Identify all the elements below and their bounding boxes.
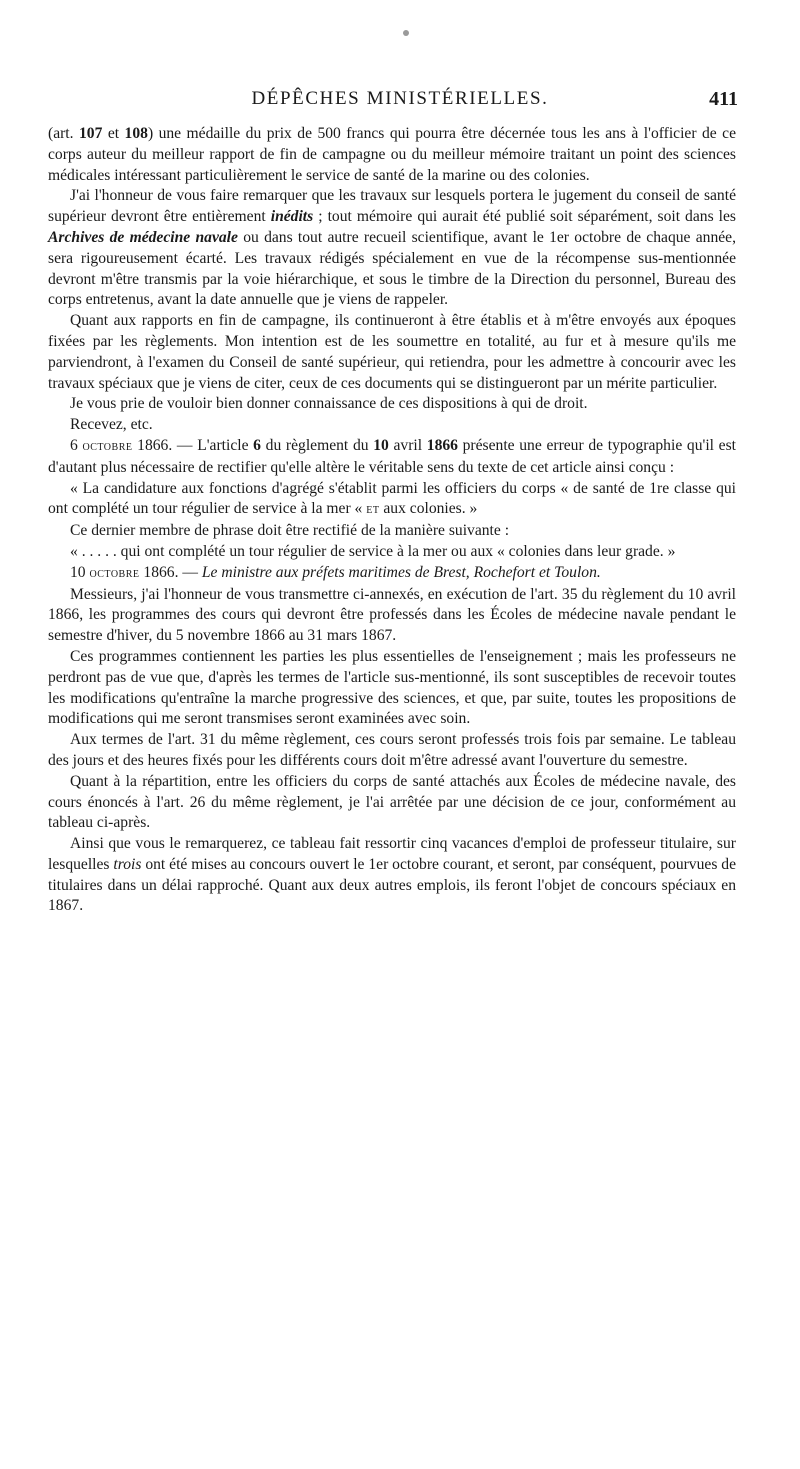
paragraph-dispositions: Je vous prie de vouloir bien donner connaissance de ces dispositions à qui de droit. xyxy=(70,395,588,413)
paragraph-closing: Recevez, etc. xyxy=(70,416,153,434)
page-number: 411 xyxy=(709,88,738,110)
paragraph-course-schedule: Aux termes de l'art. 31 du même règlement, ces cours seront professés trois fois par semaine. Le tableau des jours et des heures fixés pour les différents cours doit m'être adressé avant l'ouverture du semestre. xyxy=(48,731,736,769)
ink-dot xyxy=(403,30,409,36)
page-header xyxy=(0,88,800,112)
paragraph-programs: Messieurs, j'ai l'honneur de vous transmettre ci-annexés, en exécution de l'art. 35 du règlement du 10 avril 1866, les programmes des cours qui devront être professés dans les Écoles de médecine navale pendant le semestre d'hiver, du 5 novembre 1866 au 31 mars 1867. xyxy=(48,585,736,645)
paragraph-medal: (art. 107 et 108) une médaille du prix de 500 francs qui pourra être décernée tous les ans à l'officier de ce corps auteur du meilleur rapport de fin de campagne ou du meilleur mémoire traitant un point des sciences médicales intéressant particulièrement le service de santé de la marine ou des colonies. xyxy=(48,125,737,184)
paragraph-quote-original: « La candidature aux fonctions d'agrégé s'établit parmi les officiers du corps « de santé de 1re classe qui ont complété un tour régulier de service à la mer « et aux colonies. » xyxy=(48,479,736,518)
paragraph-program-contents: Ces programmes contiennent les parties les plus essentielles de l'enseignement ; mais les professeurs ne perdront pas de vue que, d'après les termes de l'article sus-mentionné, ils sont susceptibles de recevoir toutes les modifications qu'entraîne la marche progressive des sciences, et que, par suite, toutes les propositions de modifications qui me seront transmises seront examinées avec soin. xyxy=(48,647,736,728)
paragraph-vacancies: Ainsi que vous le remarquerez, ce tableau fait ressortir cinq vacances d'emploi de professeur titulaire, sur lesquelles trois ont été mises au concours ouvert le 1er octobre courant, et seront, par conséquent, pourvues de titulaires dans un délai rapproché. Quant aux deux autres emplois, ils feront l'objet de concours spéciaux en 1867. xyxy=(48,835,737,915)
running-title: DÉPÊCHES MINISTÉRIELLES. xyxy=(251,88,549,109)
paragraph-dispatch-6-october: 6 octobre 1866. — L'article 6 du règlement du 10 avril 1866 présente une erreur de typographie qu'il est d'autant plus nécessaire de rectifier qu'elle altère le véritable sens du texte de cet article ainsi conçu : xyxy=(48,436,736,476)
paragraph-course-distribution: Quant à la répartition, entre les officiers du corps de santé attachés aux Écoles de médecine navale, des cours énoncés à l'art. 26 du même règlement, je l'ai arrêtée par une décision de ce jour, conformément au tableau ci-après. xyxy=(48,772,736,832)
paragraph-quote-corrected: « . . . . . qui ont complété un tour régulier de service à la mer ou aux « colonies dans leur grade. » xyxy=(70,542,676,560)
paragraph-unpublished-works: J'ai l'honneur de vous faire remarquer que les travaux sur lesquels portera le jugement du conseil de santé supérieur devront être entièrement inédits ; tout mémoire qui aurait été publié soit séparément, soit dans les Archives de médecine navale ou dans tout autre recueil scientifique, avant le 1er octobre de chaque année, sera rigoureusement écarté. Les travaux rédigés spécialement en vue de la récompense sus-mentionnée devront m'être transmis par la voie hiérarchique, et sous le timbre de la Direction du personnel, Bureau des corps entretenus, avant la date annuelle que je viens de rappeler. xyxy=(48,187,736,309)
paragraph-campaign-reports: Quant aux rapports en fin de campagne, ils continueront à être établis et à m'être envoyés aux époques fixées par les règlements. Mon intention est de les soumettre en totalité, au fur et à mesure qu'ils me parviendront, à l'examen du Conseil de santé supérieur, qui retiendra, pour les admettre à concourir avec les travaux spéciaux que je viens de citer, ceux de ces documents qui se distingueront par un mérite particulier. xyxy=(48,312,736,392)
paragraph-dispatch-10-october: 10 octobre 1866. — Le ministre aux préfets maritimes de Brest, Rochefort et Toulon. xyxy=(70,563,601,581)
paragraph-rectification: Ce dernier membre de phrase doit être rectifié de la manière suivante : xyxy=(70,522,510,540)
page-body xyxy=(48,124,736,917)
